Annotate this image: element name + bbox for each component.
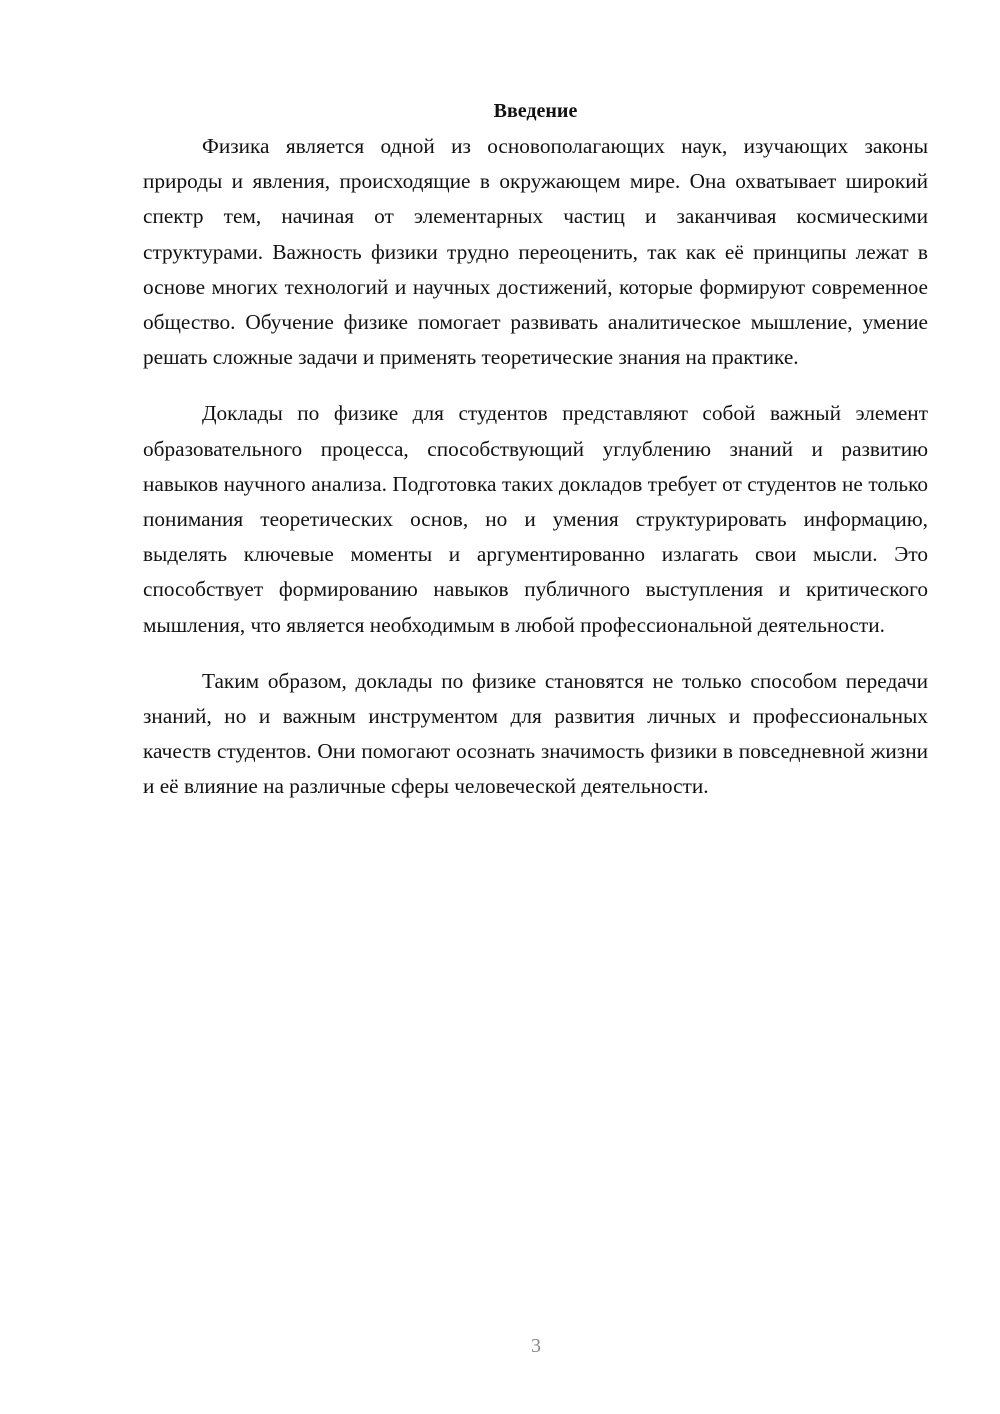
paragraph-3: Таким образом, доклады по физике становятся не только способом передачи знаний, но и важным инструментом для развития личных и профессиональных качеств студентов. Они помогают осознать значимость физики в повседневной жизни и её влияние на различные сферы человеческой деятельности. (143, 668, 928, 799)
paragraph-1: Физика является одной из основополагающих наук, изучающих законы природы и явления, происходящие в окружающем мире. Она охватывает широкий спектр тем, начиная от элементарных частиц и заканчивая космическими структурами. Важность физики трудно переоценить, так как её принципы лежат в основе многих технологий и научных достижений, которые формируют современное общество. Обучение физике помогает развивать аналитическое мышление, умение решать сложные задачи и применять теоретические знания на практике. (143, 134, 928, 370)
page-number: 3 (531, 1335, 541, 1357)
section-heading: Введение (493, 100, 578, 122)
page-content (143, 94, 928, 805)
paragraph-2: Доклады по физике для студентов представляют собой важный элемент образовательного процесса, способствующий углублению знаний и развитию навыков научного анализа. Подготовка таких докладов требует от студентов не только понимания теоретических основ, но и умения структурировать информацию, выделять ключевые моменты и аргументированно излагать свои мысли. Это способствует формированию навыков публичного выступления и критического мышления, что является необходимым в любой профессиональной деятельности. (143, 401, 928, 637)
